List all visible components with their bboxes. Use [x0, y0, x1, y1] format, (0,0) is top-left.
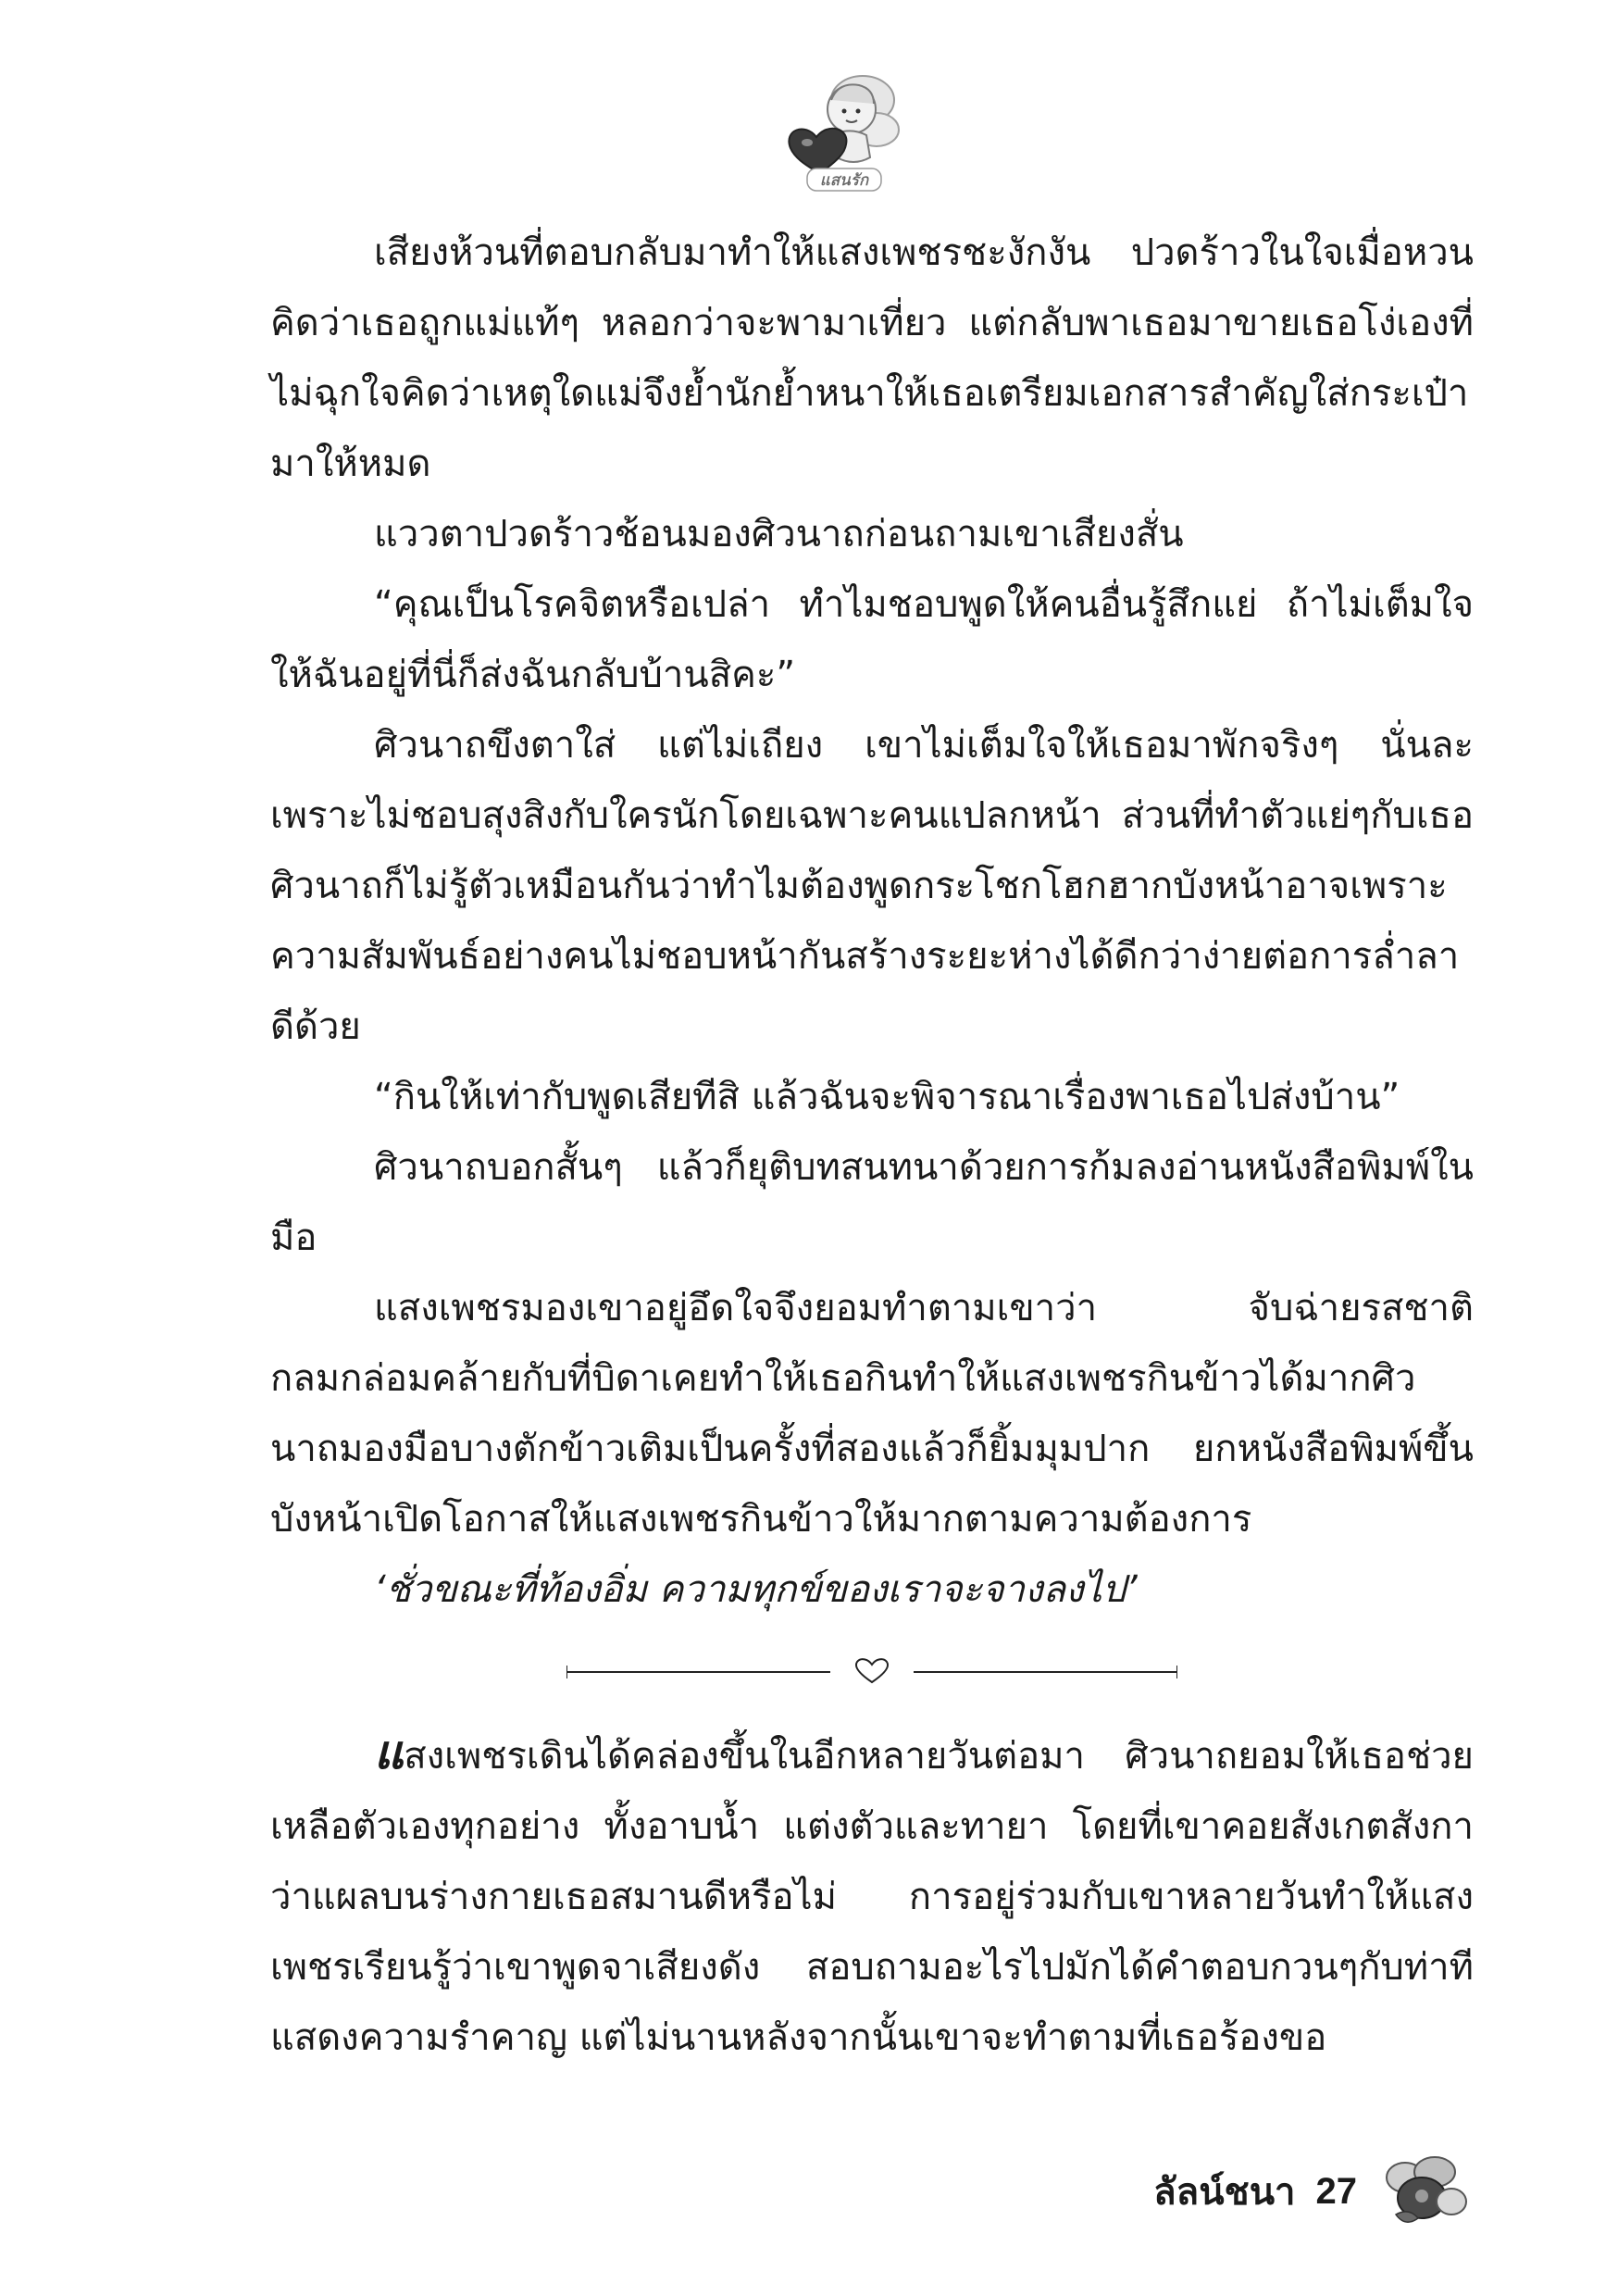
- paragraph-after-break: [270, 1717, 1474, 2073]
- paragraph-2: แววตาปวดร้าวช้อนมองศิวนาถก่อนถามเขาเสียงสั่น: [374, 513, 1184, 555]
- paragraph-6: ศิวนาถบอกสั้นๆ แล้วก็ยุติบทสนทนาด้วยการก้มลงอ่านหนังสือพิมพ์ในมือ: [270, 1146, 1474, 1259]
- paragraph-5: “กินให้เท่ากับพูดเสียทีสิ แล้วฉันจะพิจารณาเรื่องพาเธอไปส่งบ้าน”: [374, 1076, 1400, 1118]
- page-footer: [1153, 2150, 1470, 2233]
- paragraph-7: แสงเพชรมองเขาอยู่อึดใจจึงยอมทำตามเขาว่า จับฉ่ายรสชาติกลมกล่อมคล้ายกับที่บิดาเคยทำให้เธอกินทำให้แสงเพชรกินข้าวได้มากศิวนาถมองมือบางตักข้าวเติมเป็นครั้งที่สองแล้วก็ยิ้มมุมปาก ยกหนังสือพิมพ์ขึ้นบังหน้าเปิดโอกาสให้แสงเพชรกินข้าวให้มากตามความต้องการ: [270, 1287, 1474, 1541]
- cupid-heart-logo: [770, 65, 909, 194]
- dropcap-letter: แ: [374, 1726, 404, 1779]
- paragraph-1: เสียงห้วนที่ตอบกลับมาทำให้แสงเพชรชะงักงัน ปวดร้าวในใจเมื่อหวนคิดว่าเธอถูกแม่แท้ๆ หลอกว่าจะพามาเที่ยว แต่กลับพาเธอมาขายเธอโง่เองที่ไม่ฉุกใจคิดว่าเหตุใดแม่จึงย้ำนักย้ำหนาให้เธอเตรียมเอกสารสำคัญใส่กระเป๋ามาให้หมด: [270, 231, 1474, 485]
- page-number: 27: [1315, 2170, 1357, 2212]
- logo-text: แสนรัก: [819, 171, 869, 190]
- paragraph-4: ศิวนาถขึงตาใส่ แต่ไม่เถียง เขาไม่เต็มใจให้เธอมาพักจริงๆ นั่นละเพราะไม่ชอบสุงสิงกับใครนักโดยเฉพาะคนแปลกหน้า ส่วนที่ทำตัวแย่ๆกับเธอ ศิวนาถก็ไม่รู้ตัวเหมือนกันว่าทำไมต้องพูดกระโชกโฮกฮากบังหน้าอาจเพราะความสัมพันธ์อย่างคนไม่ชอบหน้ากันสร้างระยะห่างได้ดีกว่าง่ายต่อการล่ำลาดีด้วย: [270, 724, 1474, 1048]
- book-title: ลัลน์ชนา: [1153, 2171, 1296, 2214]
- paragraph-3: “คุณเป็นโรคจิตหรือเปล่า ทำไมชอบพูดให้คนอื่นรู้สึกแย่ ถ้าไม่เต็มใจให้ฉันอยู่ที่นี่ก็ส่งฉันกลับบ้านสิคะ”: [270, 583, 1474, 696]
- flower-icon: [1377, 2150, 1470, 2233]
- paragraph-8-quote: ‘ชั่วขณะที่ท้องอิ่ม ความทุกข์ของเราจะจางลงไป’: [374, 1568, 1138, 1611]
- scene-break: [270, 1625, 1474, 1717]
- paragraph-after-break-text: สงเพชรเดินได้คล่องขึ้นในอีกหลายวันต่อมา ศิวนาถยอมให้เธอช่วยเหลือตัวเองทุกอย่าง ทั้งอาบน้ำ แต่งตัวและทายา โดยที่เขาคอยสังเกตสังกาว่าแผลบนร่างกายเธอสมานดีหรือไม่ การอยู่ร่วมกับเขาหลายวันทำให้แสงเพชรเรียนรู้ว่าเขาพูดจาเสียงดัง สอบถามอะไรไปมักได้คำตอบกวนๆกับท่าทีแสดงความรำคาญ แต่ไม่นานหลังจากนั้นเขาจะทำตามที่เธอร้องขอ: [270, 1735, 1474, 2059]
- heart-divider-icon: [566, 1658, 1177, 1686]
- book-page-body: [270, 218, 1474, 2073]
